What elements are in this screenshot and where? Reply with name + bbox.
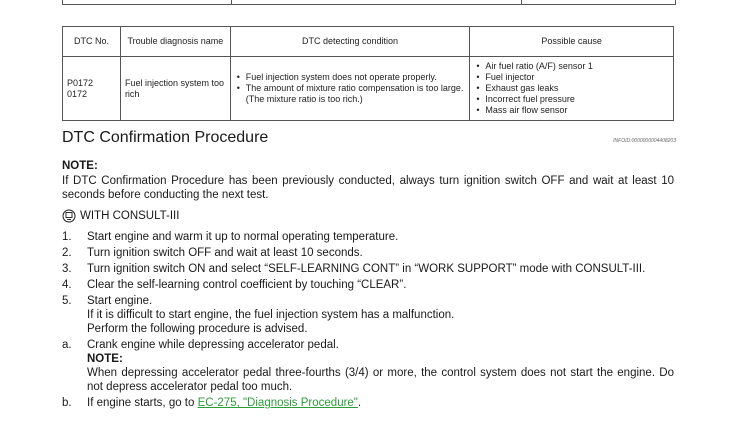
condition-item: • The amount of mixture ratio compensation is too large. (The mixture ratio is too rich.) [235,83,466,105]
step-number: a. [62,339,72,351]
diagnosis-name-cell: Fuel injection system too rich [120,57,230,121]
consult-tool-icon [62,209,76,223]
header-detecting-condition: DTC detecting condition [230,27,470,57]
step-line: If it is difficult to start engine, the fuel injection system has a malfunction. [87,309,455,321]
cause-item: • Air fuel ratio (A/F) sensor 1 [474,61,669,72]
step-number: b. [62,397,72,409]
step-line: Start engine. [87,295,153,307]
list-item [62,230,674,244]
step-line: Crank engine while depressing accelerator pedal. [87,339,339,351]
list-item [62,262,674,276]
list-item [62,246,674,260]
info-id: INFOID:0000000004408203 [613,138,676,144]
consult-label: WITH CONSULT-III [80,210,180,222]
procedure-steps [62,230,674,410]
dtc-table [62,26,674,121]
table-divider [521,0,522,4]
step-note-text: When depressing accelerator pedal three-fourths (3/4) or more, the control system does not start the engine. Do not depress accelerator pedal too much. [87,367,674,393]
step-text [87,396,674,410]
previous-table-edge [62,0,676,5]
step-line: Perform the following procedure is advised. [87,323,308,335]
cause-item: • Exhaust gas leaks [474,83,669,94]
cause-item: • Mass air flow sensor [474,105,669,116]
header-dtc-no: DTC No. [63,27,121,57]
dtc-code: P0172 [67,77,94,88]
condition-item: • Fuel injection system does not operate properly. [235,72,466,83]
note-label: NOTE: [62,160,98,172]
step-text: Clear the self-learning control coefficient by touching “CLEAR”. [87,279,407,291]
step-number: 4. [62,279,72,291]
detecting-condition-cell [230,57,470,121]
cause-item: • Fuel injector [474,72,669,83]
consult-heading [62,209,179,223]
header-possible-cause: Possible cause [470,27,674,57]
step-text-prefix: If engine starts, go to [87,397,198,409]
cause-item: • Incorrect fuel pressure [474,94,669,105]
step-number: 5. [62,295,72,307]
note-text: If DTC Confirmation Procedure has been previously conducted, always turn ignition switch OFF and wait at least 10 seconds before conducting the next test. [62,175,674,201]
dtc-number-cell [63,57,121,121]
dtc-code: 0172 [67,88,88,99]
list-item [62,396,674,410]
step-note-label: NOTE: [87,353,123,365]
step-text-suffix: . [357,397,362,409]
step-number: 2. [62,247,72,259]
header-trouble-diagnosis-name: Trouble diagnosis name [120,27,230,57]
list-item [62,278,674,292]
possible-cause-cell [470,57,674,121]
table-row [63,57,674,121]
table-divider [231,0,232,4]
step-text [87,338,674,394]
step-text [87,294,674,336]
section-title: DTC Confirmation Procedure [62,129,269,146]
step-number: 1. [62,231,72,243]
step-text: Start engine and warm it up to normal operating temperature. [87,231,399,243]
step-text: Turn ignition switch ON and select “SELF-LEARNING CONT” in “WORK SUPPORT” mode with CONSULT-III. [87,263,646,275]
list-item [62,294,674,336]
step-number: 3. [62,263,72,275]
list-item [62,338,674,394]
step-text: Turn ignition switch OFF and wait at least 10 seconds. [87,247,363,259]
table-header-row [63,27,674,57]
diagnosis-procedure-link[interactable]: EC-275, "Diagnosis Procedure" [197,397,358,409]
